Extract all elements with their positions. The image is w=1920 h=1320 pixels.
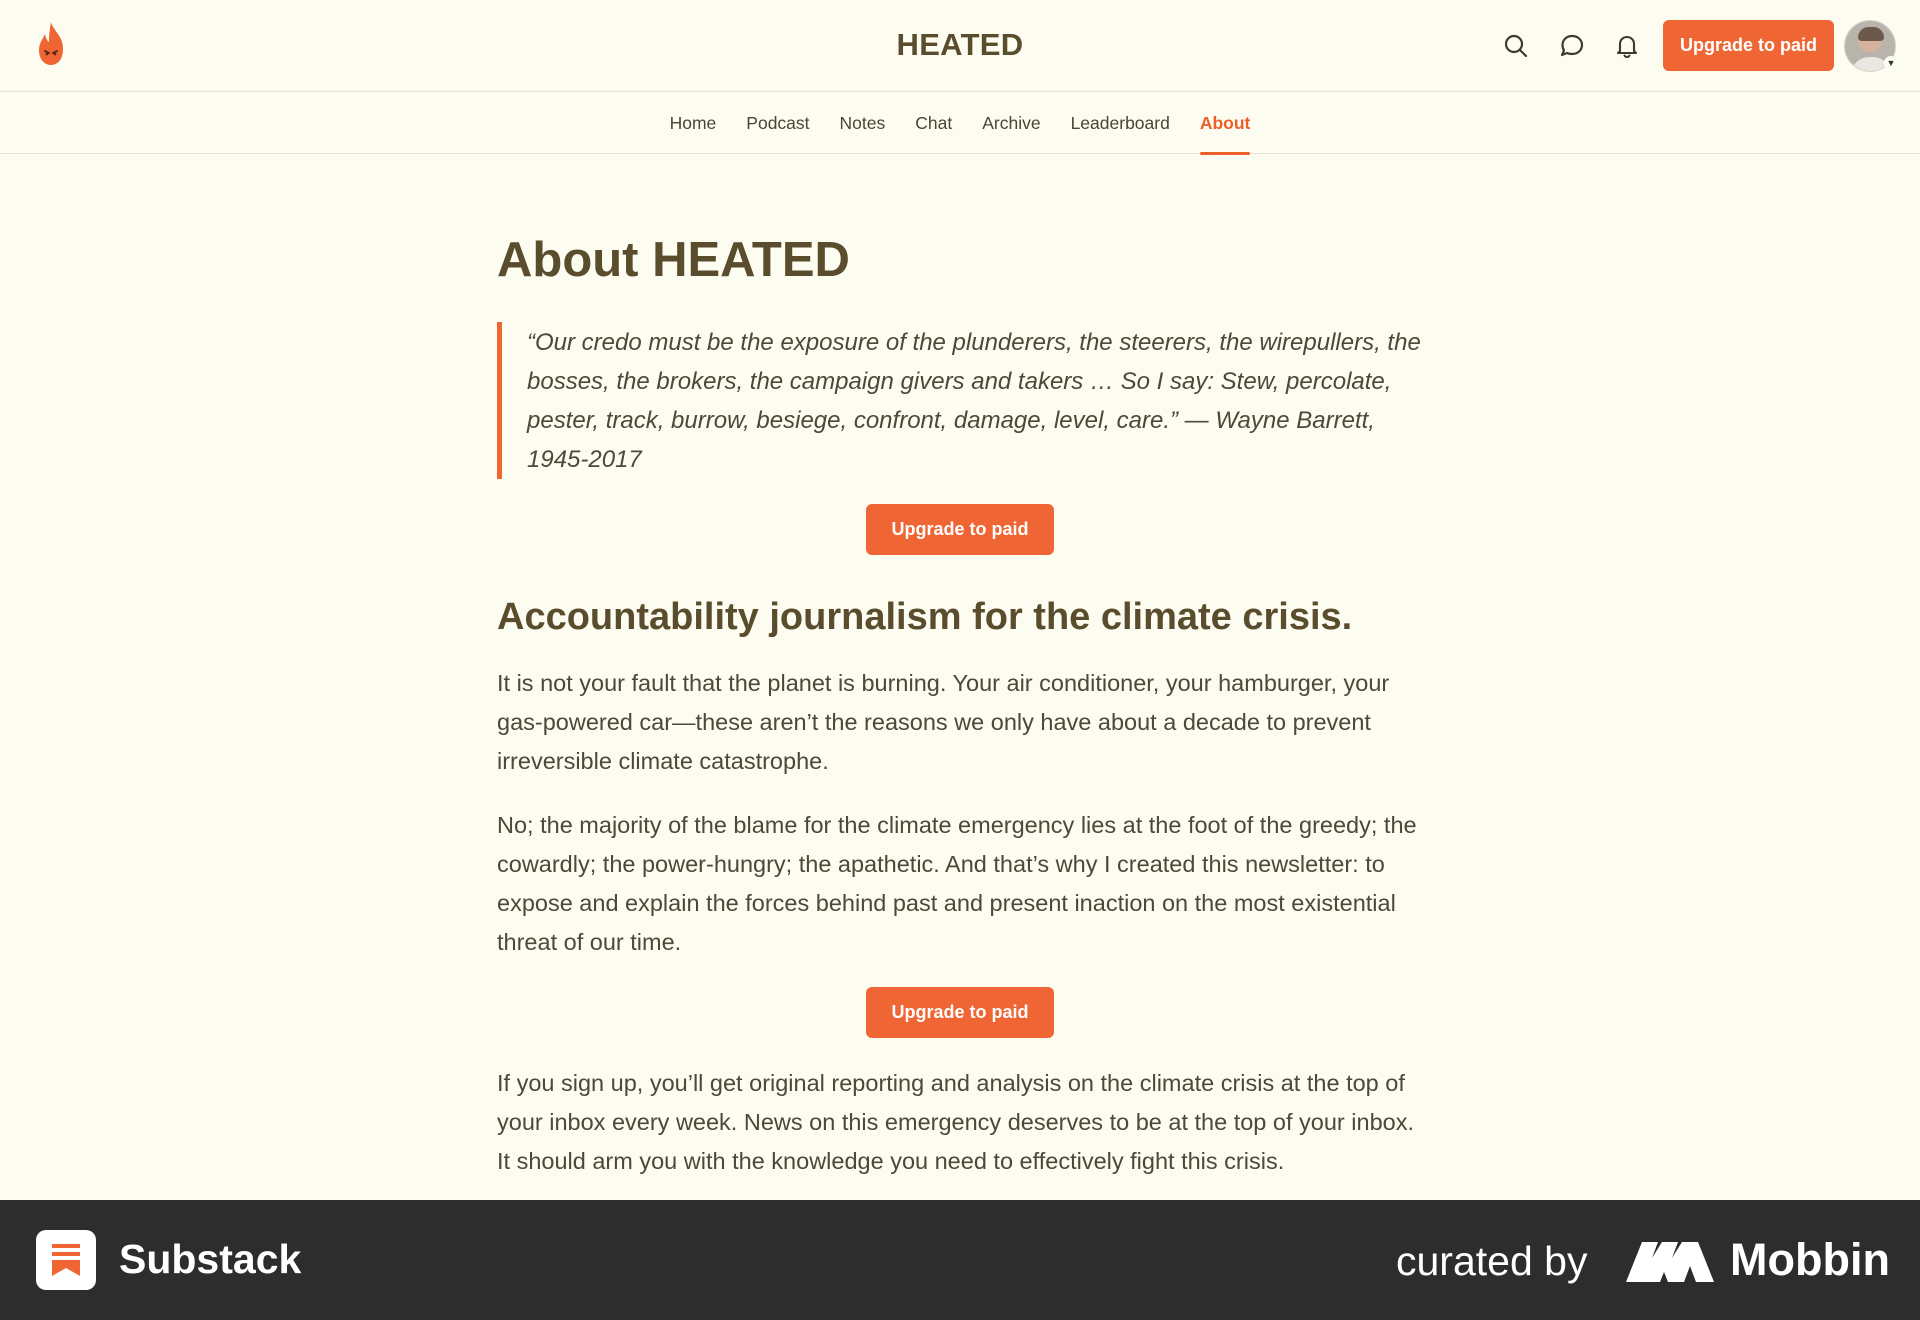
nav-item-leaderboard[interactable]: Leaderboard [1070, 113, 1170, 133]
substack-logo-icon [36, 1230, 96, 1290]
section-nav [0, 92, 1920, 154]
upgrade-button[interactable]: Upgrade to paid [866, 987, 1054, 1038]
chevron-down-icon[interactable]: ▼ [1884, 56, 1898, 70]
about-content [497, 154, 1423, 1181]
publication-title[interactable]: HEATED [896, 27, 1024, 62]
paragraph: If you sign up, you’ll get original reporting and analysis on the climate crisis at the top of your inbox every week. News on this emergency deserves to be at the top of your inbox. It should arm you with the knowledge you need to effectively fight this crisis. [497, 1070, 1414, 1175]
mobbin-logo-icon [1626, 1238, 1714, 1282]
nav-item-archive[interactable]: Archive [982, 113, 1041, 133]
paragraph: It is not your fault that the planet is burning. Your air conditioner, your hamburger, your gas-powered car—these aren’t the reasons we only have about a decade to prevent irreversible climate catastrophe. [497, 670, 1390, 775]
app-name: Substack [119, 1236, 302, 1282]
quote-block: “Our credo must be the exposure of the plunderers, the steerers, the wirepullers, the bosses, the brokers, the campaign givers and takers … So I say: Stew, percolate, pester, track, burrow, besiege, confront, damage, level, care.” — Wayne Barrett, 1945-2017 [497, 322, 1423, 479]
attribution-bar [0, 1200, 1920, 1320]
search-icon[interactable] [1501, 31, 1531, 61]
nav-item-podcast[interactable]: Podcast [746, 113, 810, 133]
nav-item-notes[interactable]: Notes [839, 113, 886, 133]
upgrade-button-row [497, 504, 1423, 555]
paragraph: No; the majority of the blame for the climate emergency lies at the foot of the greedy; the cowardly; the power-hungry; the apathetic. And that’s why I created this newsletter: to expose and explain the forces behind past and present inaction on the most existential threat of our time. [497, 812, 1417, 956]
section-heading: Accountability journalism for the climate crisis. [497, 595, 1353, 638]
curated-by-label: curated by [1396, 1238, 1588, 1284]
page-title: About HEATED [497, 233, 850, 287]
nav-item-home[interactable]: Home [669, 113, 717, 133]
curator-name: Mobbin [1730, 1234, 1890, 1285]
upgrade-button-row [497, 987, 1423, 1038]
chat-bubble-icon[interactable] [1557, 31, 1587, 61]
upgrade-button[interactable]: Upgrade to paid [1663, 20, 1834, 71]
nav-item-about[interactable]: About [1200, 92, 1251, 154]
top-bar [0, 0, 1920, 92]
upgrade-button[interactable]: Upgrade to paid [866, 504, 1054, 555]
nav-item-chat[interactable]: Chat [915, 113, 953, 133]
bell-icon[interactable] [1612, 31, 1642, 61]
